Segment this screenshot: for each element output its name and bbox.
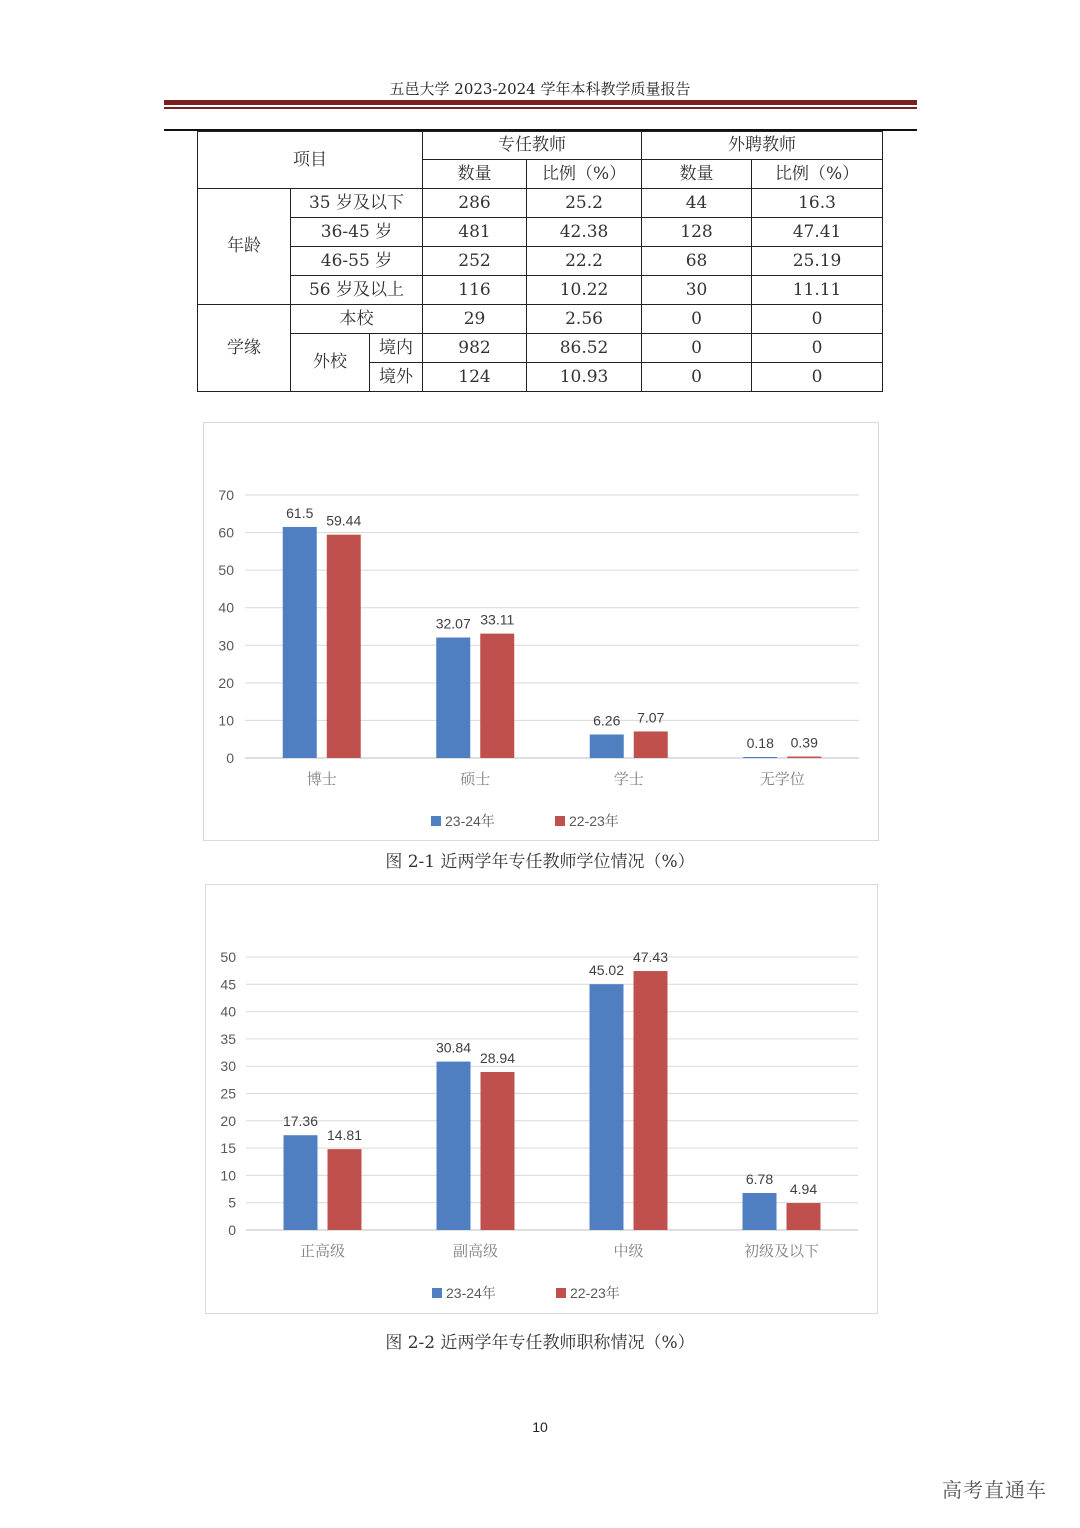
y-tick-label: 40 (220, 1003, 236, 1020)
cell: 47.41 (752, 218, 883, 247)
cell: 16.3 (752, 189, 883, 218)
y-tick-label: 10 (220, 1167, 236, 1184)
table-header-row-1 (198, 132, 883, 160)
y-tick-label: 30 (220, 1058, 236, 1075)
bar-series2 (634, 971, 668, 1230)
bar-series2 (480, 634, 514, 758)
bar-series2 (634, 731, 668, 758)
cell: 0 (752, 334, 883, 363)
bar-series2 (787, 1203, 821, 1230)
data-label: 59.44 (326, 512, 362, 529)
fulltime-group-header: 专任教师 (423, 132, 642, 160)
age-group-label: 年龄 (198, 189, 291, 305)
title-chart-caption: 图 2-2 近两学年专任教师职称情况（%） (385, 1333, 695, 1353)
data-label: 17.36 (282, 1113, 319, 1130)
y-tick-label: 50 (218, 562, 234, 579)
degree-chart-svg (204, 423, 878, 840)
row-label: 36-45 岁 (291, 218, 423, 247)
cell: 481 (423, 218, 527, 247)
bar-series1 (743, 1193, 777, 1230)
cell: 42.38 (527, 218, 642, 247)
header-rule-thin (164, 107, 917, 109)
data-label: 14.81 (326, 1127, 363, 1144)
legend-swatch (431, 816, 441, 826)
cell: 0 (642, 363, 752, 392)
cell: 0 (752, 363, 883, 392)
cell: 10.93 (527, 363, 642, 392)
y-tick-label: 30 (218, 637, 234, 654)
row-label: 境外 (370, 363, 423, 392)
y-tick-label: 60 (218, 524, 234, 541)
cell: 86.52 (527, 334, 642, 363)
bar-series2 (327, 535, 361, 758)
cell: 11.11 (752, 276, 883, 305)
page-number: 10 (532, 1419, 548, 1435)
y-tick-label: 25 (220, 1085, 236, 1102)
y-tick-label: 50 (220, 949, 236, 965)
external-group-header: 外聘教师 (642, 132, 883, 160)
cell: 128 (642, 218, 752, 247)
cell: 29 (423, 305, 527, 334)
data-label: 0.18 (746, 735, 774, 751)
faculty-structure-table (197, 131, 883, 392)
watermark: 高考直通车 (942, 1478, 1047, 1502)
y-tick-label: 20 (220, 1112, 236, 1129)
row-label: 境内 (370, 334, 423, 363)
cell: 0 (752, 305, 883, 334)
data-label: 6.26 (593, 712, 621, 729)
bar-series2 (328, 1149, 362, 1230)
table-row (198, 189, 883, 218)
other-school-label: 外校 (291, 334, 370, 392)
bar-series1 (437, 1062, 471, 1230)
cell: 68 (642, 247, 752, 276)
data-label: 28.94 (479, 1049, 516, 1066)
cell: 25.19 (752, 247, 883, 276)
external-ratio-header: 比例（%） (752, 160, 883, 189)
x-tick-label: 正高级 (299, 1242, 346, 1260)
header-rule-thick (164, 100, 917, 105)
bar-series1 (284, 1135, 318, 1230)
degree-chart-caption: 图 2-1 近两学年专任教师学位情况（%） (385, 852, 695, 872)
cell: 30 (642, 276, 752, 305)
data-label: 30.84 (435, 1039, 472, 1056)
item-header: 项目 (198, 132, 423, 189)
y-tick-label: 35 (220, 1030, 236, 1047)
y-tick-label: 0 (226, 750, 234, 766)
data-label: 32.07 (435, 615, 471, 632)
cell: 0 (642, 334, 752, 363)
x-tick-label: 无学位 (759, 770, 805, 788)
bar-series1 (743, 757, 777, 758)
bar-series2 (481, 1072, 515, 1230)
x-tick-label: 副高级 (452, 1242, 499, 1260)
data-label: 6.78 (745, 1170, 774, 1187)
data-label: 47.43 (632, 949, 669, 966)
title-chart (205, 884, 878, 1314)
bar-series1 (436, 638, 470, 758)
data-label: 4.94 (789, 1181, 818, 1198)
legend-swatch (556, 1288, 566, 1298)
fulltime-count-header: 数量 (423, 160, 527, 189)
table-row (198, 334, 883, 363)
cell: 10.22 (527, 276, 642, 305)
x-tick-label: 中级 (613, 1242, 644, 1260)
fulltime-ratio-header: 比例（%） (527, 160, 642, 189)
data-label: 33.11 (480, 611, 515, 628)
bar-series1 (590, 734, 624, 758)
cell: 116 (423, 276, 527, 305)
cell: 44 (642, 189, 752, 218)
cell: 982 (423, 334, 527, 363)
x-tick-label: 博士 (306, 770, 337, 788)
cell: 22.2 (527, 247, 642, 276)
legend-label: 22-23年 (570, 1285, 620, 1301)
y-tick-label: 45 (220, 976, 236, 993)
data-label: 61.5 (286, 504, 314, 521)
y-tick-label: 20 (218, 674, 234, 691)
data-label: 7.07 (637, 709, 665, 726)
bar-series2 (787, 757, 821, 758)
data-label: 45.02 (588, 962, 625, 979)
x-tick-label: 初级及以下 (743, 1242, 820, 1260)
y-tick-label: 10 (218, 712, 234, 729)
row-label: 35 岁及以下 (291, 189, 423, 218)
y-tick-label: 15 (220, 1140, 236, 1157)
table-row (198, 276, 883, 305)
degree-chart (203, 422, 879, 841)
external-count-header: 数量 (642, 160, 752, 189)
table-row (198, 305, 883, 334)
table-row (198, 247, 883, 276)
y-tick-label: 70 (218, 487, 234, 503)
origin-group-label: 学缘 (198, 305, 291, 392)
table-row (198, 218, 883, 247)
cell: 252 (423, 247, 527, 276)
title-chart-svg (206, 885, 877, 1313)
legend-label: 23-24年 (445, 813, 495, 829)
x-tick-label: 学士 (613, 770, 644, 788)
row-label: 本校 (291, 305, 423, 334)
legend-label: 22-23年 (569, 813, 619, 829)
row-label: 46-55 岁 (291, 247, 423, 276)
legend-swatch (432, 1288, 442, 1298)
row-label: 56 岁及以上 (291, 276, 423, 305)
page-header-title: 五邑大学 2023-2024 学年本科教学质量报告 (389, 80, 691, 98)
x-tick-label: 硕士 (460, 770, 491, 788)
cell: 124 (423, 363, 527, 392)
cell: 25.2 (527, 189, 642, 218)
cell: 0 (642, 305, 752, 334)
bar-series1 (283, 527, 317, 758)
data-label: 0.39 (790, 734, 818, 751)
legend-label: 23-24年 (446, 1285, 496, 1301)
bar-series1 (590, 984, 624, 1230)
cell: 286 (423, 189, 527, 218)
y-tick-label: 0 (228, 1222, 236, 1238)
y-tick-label: 5 (228, 1194, 236, 1211)
y-tick-label: 40 (218, 599, 234, 616)
legend-swatch (555, 816, 565, 826)
cell: 2.56 (527, 305, 642, 334)
